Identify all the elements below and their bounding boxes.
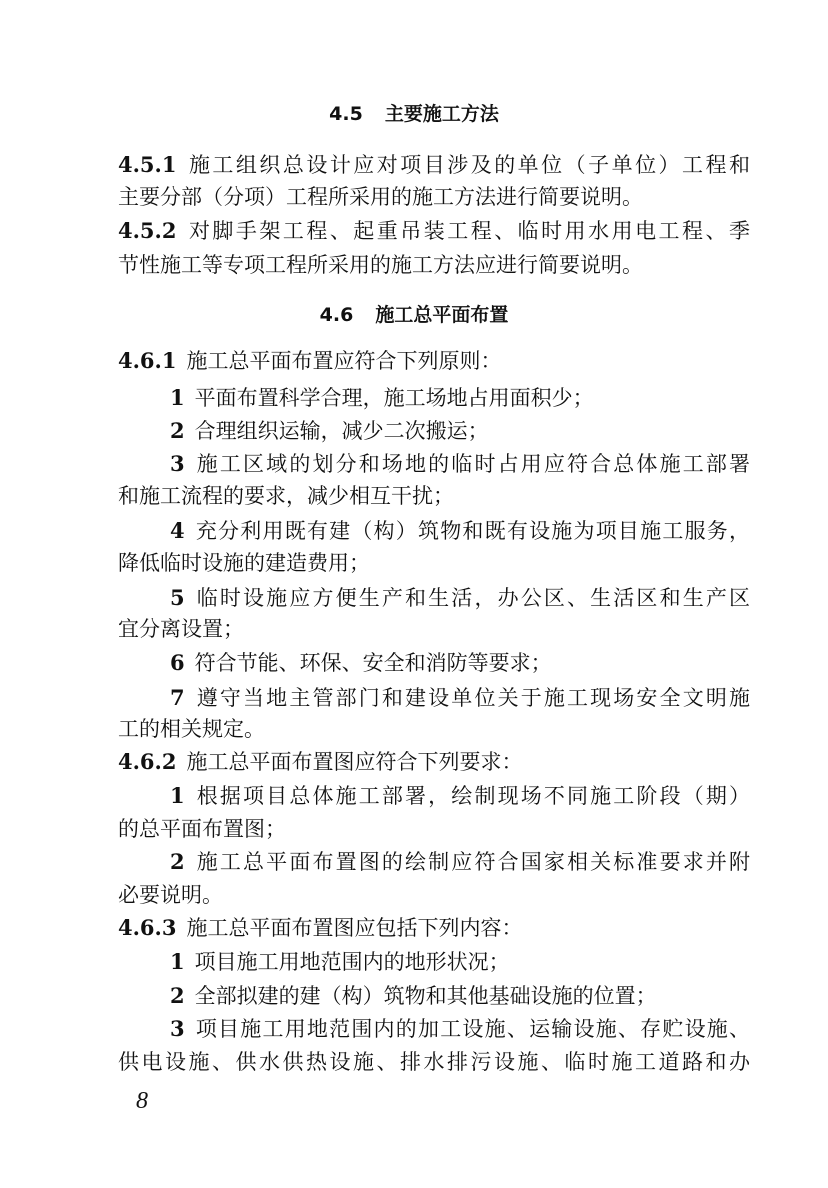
clause-4-6-1-item-6: 6 符合节能、环保、安全和消防等要求； xyxy=(170,650,552,675)
clause-4-6-2-item-2-line-2: 必要说明。 xyxy=(118,883,223,907)
section-heading-4-5: 4.5 主要施工方法 xyxy=(329,103,499,125)
clause-4-6-1-item-2: 2 合理组织运输，减少二次搬运； xyxy=(170,418,489,443)
clause-4-6-2-item-1-line-1: 1 根据项目总体施工部署，绘制现场不同施工阶段（期） xyxy=(170,783,750,808)
clause-4-6-1-item-3-line-1: 3 施工区域的划分和场地的临时占用应符合总体施工部署 xyxy=(170,451,750,476)
clause-4-6-3-item-1: 1 项目施工用地范围内的地形状况； xyxy=(170,949,510,974)
clause-4-5-1-line-2: 主要分部（分项）工程所采用的施工方法进行简要说明。 xyxy=(118,185,643,209)
clause-4-6-1-item-5-line-2: 宜分离设置； xyxy=(118,617,244,641)
clause-4-6-3-intro: 4.6.3 施工总平面布置图应包括下列内容： xyxy=(118,915,523,940)
clause-4-6-1-item-5-line-1: 5 临时设施应方便生产和生活，办公区、生活区和生产区 xyxy=(170,585,750,610)
clause-4-6-2-item-1-line-2: 的总平面布置图； xyxy=(118,817,286,841)
page-number: 8 xyxy=(136,1088,148,1114)
clause-4-6-3-item-2: 2 全部拟建的建（构）筑物和其他基础设施的位置； xyxy=(170,983,657,1008)
clause-4-5-1-line-1: 4.5.1 施工组织总设计应对项目涉及的单位（子单位）工程和 xyxy=(118,152,750,177)
section-heading-4-6: 4.6 施工总平面布置 xyxy=(319,304,509,326)
clause-4-5-2-line-2: 节性施工等专项工程所采用的施工方法应进行简要说明。 xyxy=(118,253,643,277)
clause-4-6-1-item-1: 1 平面布置科学合理，施工场地占用面积少； xyxy=(170,385,594,410)
clause-4-6-2-intro: 4.6.2 施工总平面布置图应符合下列要求： xyxy=(118,749,523,774)
clause-4-6-1-item-4-line-1: 4 充分利用既有建（构）筑物和既有设施为项目施工服务， xyxy=(170,518,750,543)
clause-4-6-1-item-4-line-2: 降低临时设施的建造费用； xyxy=(118,551,370,575)
clause-4-5-2-line-1: 4.5.2 对脚手架工程、起重吊装工程、临时用水用电工程、季 xyxy=(118,218,750,243)
clause-4-6-1-item-7-line-1: 7 遵守当地主管部门和建设单位关于施工现场安全文明施 xyxy=(170,685,750,710)
clause-4-6-3-item-3-line-1: 3 项目施工用地范围内的加工设施、运输设施、存贮设施、 xyxy=(170,1016,750,1041)
clause-4-6-1-intro: 4.6.1 施工总平面布置应符合下列原则： xyxy=(118,348,502,373)
clause-4-6-3-item-3-line-2: 供电设施、供水供热设施、排水排污设施、临时施工道路和办 xyxy=(118,1050,750,1074)
clause-4-6-2-item-2-line-1: 2 施工总平面布置图的绘制应符合国家相关标准要求并附 xyxy=(170,849,750,874)
clause-4-6-1-item-3-line-2: 和施工流程的要求，减少相互干扰； xyxy=(118,484,454,508)
clause-4-6-1-item-7-line-2: 工的相关规定。 xyxy=(118,717,265,741)
